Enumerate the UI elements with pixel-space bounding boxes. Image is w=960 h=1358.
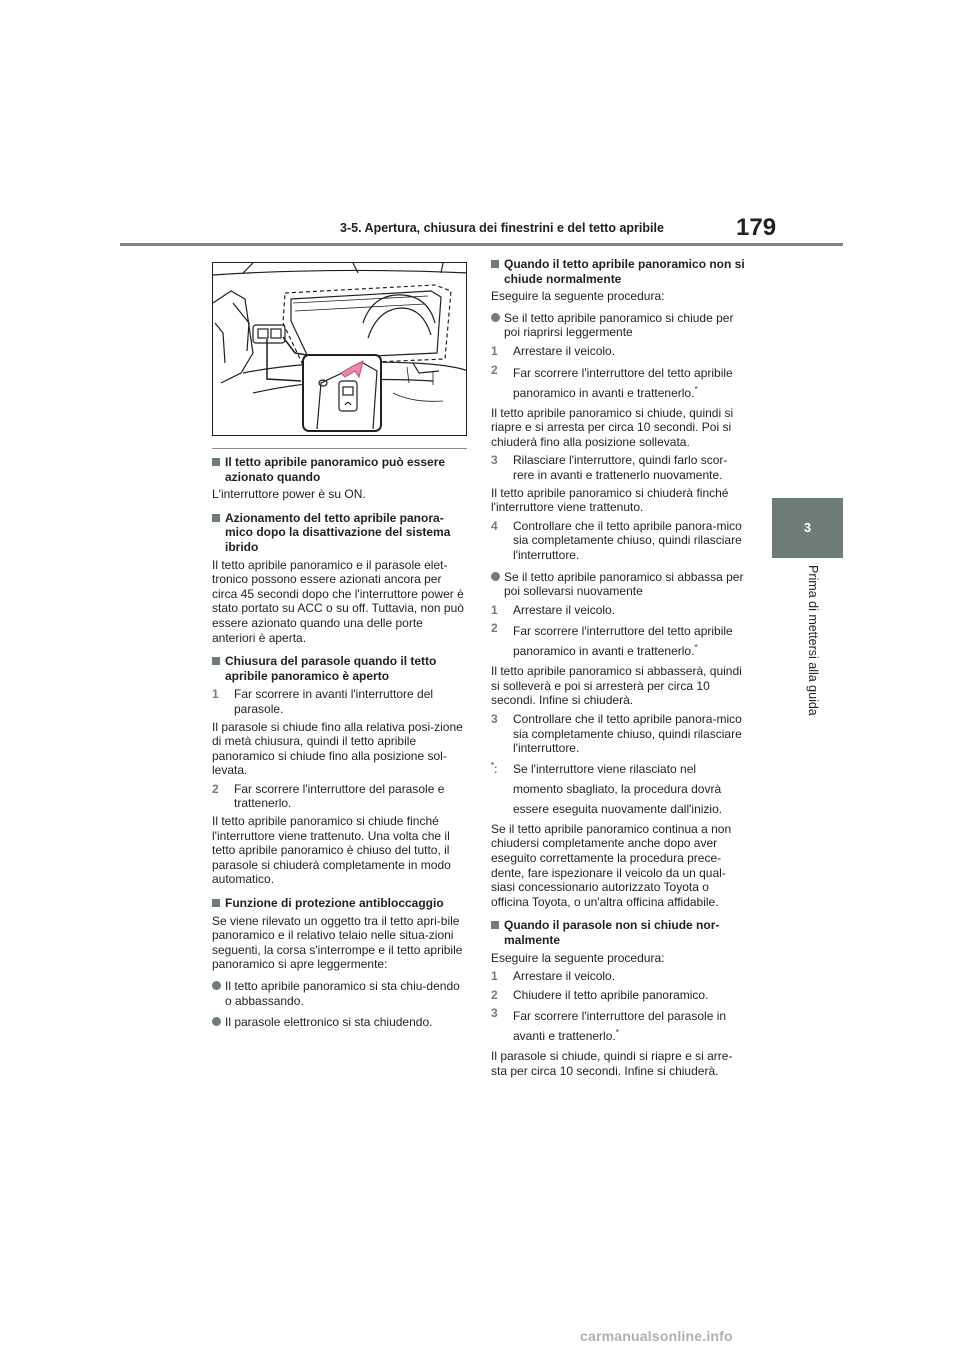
paragraph: Eseguire la seguente procedura: [491,289,665,304]
sunroof-switch-illustration [212,262,467,436]
step-item: 3 Far scorrere l'interruttore del parasole in avanti e trattenerlo.* [491,1006,727,1044]
circle-bullet-icon [212,1017,221,1026]
watermark: carmanualsonline.info [580,1328,733,1344]
paragraph: Il parasole si chiude fino alla relativa posi-zione di metà chiusura, quindi il tetto apribile panoramico si chiude fino alla posizione sol-levata. [212,719,463,778]
header-rule [120,243,843,246]
square-bullet-icon [212,899,220,907]
paragraph: Il tetto apribile panoramico si chiude, quindi si riapre e si arresta per circa 10 secondi. Poi si chiuderà fino alla posizione sollevata. [491,405,734,449]
bullet-item: Il tetto apribile panoramico si sta chiu-dendo o abbassando. [212,979,468,1008]
footnote-marker: * [615,1028,619,1038]
section-title: 3-5. Apertura, chiusura dei finestrini e del tetto apribile [340,221,664,235]
page-number: 179 [736,214,777,241]
step-item: 3 Rilasciare l'interruttore, quindi farlo scor-rere in avanti e trattenerlo nuovamente. [491,453,728,482]
step-item: 2 Far scorrere l'interruttore del tetto apribile panoramico in avanti e trattenerlo.* [491,621,733,659]
step-item: 1 Arrestare il veicolo. [491,969,616,984]
chapter-tab: 3 [772,498,843,558]
footnote-marker: * [694,384,698,394]
paragraph: Se il tetto apribile panoramico continua a non chiudersi completamente anche dopo aver eseguito correttamente la procedura prece-dente, fare ispezionare il veicolo da un qual-siasi concessionario autorizzato Toyota o officina Toyota, o un'altra officina affidabile. [491,821,732,909]
square-bullet-icon [212,657,220,665]
square-bullet-icon [212,514,220,522]
paragraph: Il tetto apribile panoramico si chiude finché l'interruttore viene trattenuto. Una volta che il tetto apribile panoramico è chiuso del tutto, il parasole si chiuderà completamente in modo automatico. [212,814,451,887]
paragraph: Il tetto apribile panoramico si abbasserà, quindi si solleverà e poi si arresterà per circa 10 secondi. Infine si chiuderà. [491,664,742,708]
bullet-item: Il parasole elettronico si sta chiudendo. [212,1015,468,1030]
section-heading: Azionamento del tetto apribile panora-mico dopo la disattivazione del sistema ibrido [212,511,468,555]
left-column [212,455,468,1030]
square-bullet-icon [491,921,499,929]
footnote-marker: * [694,643,698,653]
bullet-item: Se il tetto apribile panoramico si chiude per poi riaprirsi leggermente [491,311,747,340]
step-item: 2 Chiudere il tetto apribile panoramico. [491,987,709,1002]
paragraph: L'interruttore power è su ON. [212,487,366,502]
section-heading: Chiusura del parasole quando il tetto apribile panoramico è aperto [212,654,468,683]
circle-bullet-icon [212,981,221,990]
step-item: 1 Arrestare il veicolo. [491,602,616,617]
paragraph: Il parasole si chiude, quindi si riapre e si arre-sta per circa 10 secondi. Infine si chiuderà. [491,1049,733,1078]
section-heading: Il tetto apribile panoramico può essere azionato quando [212,455,468,484]
bullet-item: Se il tetto apribile panoramico si abbassa per poi sollevarsi nuovamente [491,570,747,599]
section-heading: Quando il tetto apribile panoramico non si chiude normalmente [491,257,747,286]
footnote: *: Se l'interruttore viene rilasciato nel momento sbagliato, la procedura dovrà essere eseguita nuovamente dall'inizio. [491,760,723,816]
paragraph: Il tetto apribile panoramico e il parasole elet-tronico possono essere azionati ancora per circa 45 secondi dopo che l'interruttore power è stato portato su ACC o su off. Tuttavia, non può essere azionato quando una delle porte anteriori è aperta. [212,557,464,645]
figure-rule [212,448,467,449]
right-column [491,257,747,1079]
step-item: 2 Far scorrere l'interruttore del parasole e trattenerlo. [212,781,445,811]
paragraph: Il tetto apribile panoramico si chiuderà finché l'interruttore viene trattenuto. [491,485,729,515]
square-bullet-icon [491,260,499,268]
section-heading: Funzione di protezione antibloccaggio [212,896,468,911]
square-bullet-icon [212,458,220,466]
step-item: 1 Arrestare il veicolo. [491,343,616,358]
step-item: 2 Far scorrere l'interruttore del tetto apribile panoramico in avanti e trattenerlo.* [491,362,733,400]
section-heading: Quando il parasole non si chiude nor-malmente [491,918,747,947]
chapter-title: Prima di mettersi alla guida [806,565,820,716]
circle-bullet-icon [491,572,500,581]
step-item: 3 Controllare che il tetto apribile panora-mico sia completamente chiuso, quindi rilasciare l'interruttore. [491,712,742,756]
paragraph: Eseguire la seguente procedura: [491,950,665,965]
step-item: 1 Far scorrere in avanti l'interruttore del parasole. [212,687,434,716]
step-item: 4 Controllare che il tetto apribile panora-mico sia completamente chiuso, quindi rilasciare l'interruttore. [491,518,742,562]
paragraph: Se viene rilevato un oggetto tra il tetto apri-bile panoramico e il relativo telaio nelle situa-zioni seguenti, la corsa s'interrompe e il tetto apribile panoramico si apre leggermente: [212,913,463,972]
circle-bullet-icon [491,313,500,322]
